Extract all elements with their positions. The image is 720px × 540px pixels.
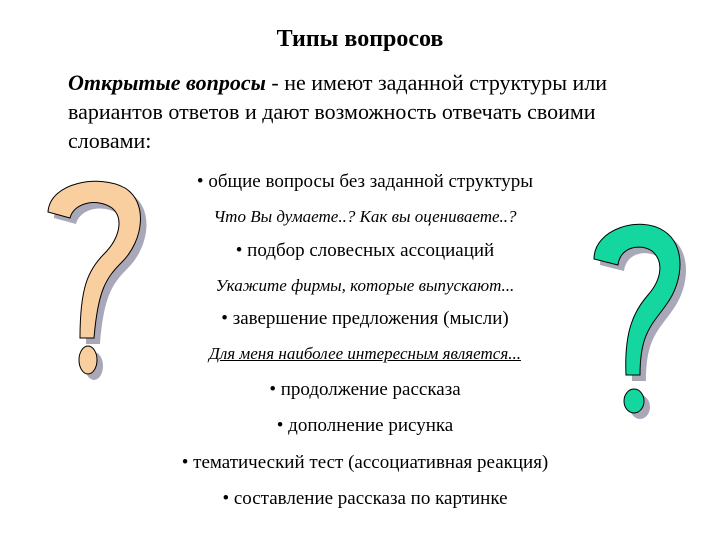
- list-item: • продолжение рассказа: [269, 379, 461, 400]
- list-item: • составление рассказа по картинке: [222, 488, 508, 509]
- list-item: • дополнение рисунка: [276, 415, 454, 436]
- list-item: • завершение предложения (мысли): [221, 308, 509, 329]
- example-text: Укажите фирмы, которые выпускают...: [215, 276, 515, 295]
- example-text: Что Вы думаете..? Как вы оцениваете..?: [213, 207, 517, 226]
- intro-text: - не имеют заданной структуры или вариантов ответов и дают возможность отвечать своими словами:: [68, 70, 608, 153]
- list-item: • тематический тест (ассоциативная реакция): [181, 452, 549, 473]
- intro-paragraph: [68, 68, 678, 155]
- example-text: Для меня наиболее интересным является...: [209, 344, 521, 363]
- intro-lead: Открытые вопросы: [68, 70, 266, 95]
- list-item: • общие вопросы без заданной структуры: [196, 171, 534, 192]
- page-title: Типы вопросов: [276, 26, 444, 52]
- list-item: • подбор словесных ассоциаций: [235, 240, 495, 261]
